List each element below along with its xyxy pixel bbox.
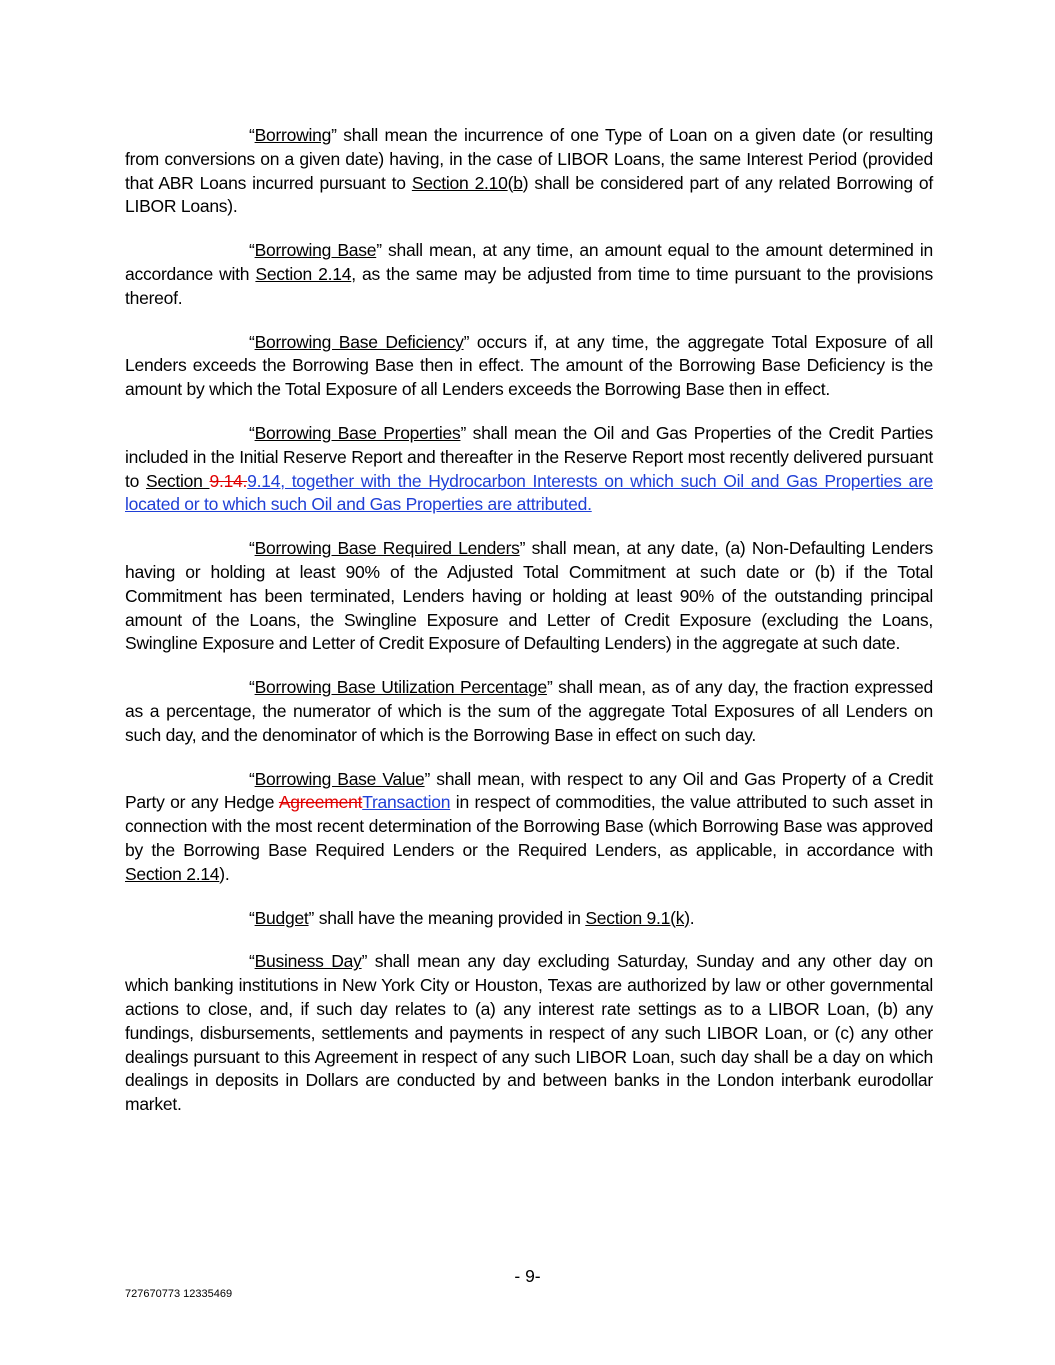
quote-close: ” bbox=[463, 331, 470, 352]
definition-borrowing-base-deficiency bbox=[125, 331, 933, 402]
inserted-text: Transaction bbox=[362, 792, 451, 813]
section-reference: Section 2.14 bbox=[255, 263, 352, 284]
paren: ) bbox=[522, 172, 529, 193]
definition-text: . bbox=[689, 907, 695, 928]
inserted-text: 9.14, together with the Hydrocarbon Interests on which such Oil and Gas Properties are located or to which such Oil and Gas Properties are attributed. bbox=[125, 470, 933, 515]
definition-text: ). bbox=[219, 863, 230, 884]
section-reference: Section bbox=[145, 470, 210, 491]
definition-borrowing-base bbox=[125, 239, 933, 310]
definition-budget bbox=[125, 907, 933, 931]
definition-borrowing bbox=[125, 124, 933, 219]
quote-close: ” bbox=[361, 951, 368, 972]
definition-text: shall mean, with respect to any Oil and Gas Property of a Credit Party or any Hedge bbox=[125, 768, 934, 813]
definition-text: shall be considered part of any related Borrowing of LIBOR Loans). bbox=[125, 172, 934, 217]
quote-close: ” bbox=[546, 677, 553, 698]
quote-open: “ bbox=[249, 125, 255, 145]
quote-close: ” bbox=[376, 240, 382, 261]
section-reference: Section 2.10 bbox=[411, 172, 508, 193]
quote-close: ” bbox=[308, 907, 315, 928]
defined-term: Borrowing Base Utilization Percentage bbox=[254, 677, 547, 698]
quote-open: “ bbox=[249, 240, 255, 261]
definition-text: shall mean, at any date, (a) Non-Defaulting Lenders having or holding at least 90% of the Adjusted Total Commitment at such date or (b) if the Total Commitment has been terminated, Lenders having or holding at least 90% of the outstanding principal amount of the Loans, the Swingline Exposure and Letter of Credit Exposure (excluding the Loans, Swingline Exposure and Letter of Credit Exposure of Defaulting Lenders) in the aggregate at such date. bbox=[125, 538, 933, 654]
definition-text: shall mean the incurrence of one Type of Loan on a given date (or resulting from conversions on a given date) having, in the case of LIBOR Loans, the same Interest Period (provided that ABR Loans incurred pursuant to bbox=[125, 125, 933, 193]
document-id: 727670773 12335469 bbox=[125, 1288, 233, 1300]
quote-close: ” bbox=[424, 768, 431, 789]
page-number: - 9- bbox=[514, 1266, 541, 1286]
section-reference: Section 2.14 bbox=[125, 863, 220, 884]
quote-open: “ bbox=[249, 677, 255, 698]
section-reference: Section 9.1(k) bbox=[585, 907, 690, 928]
definition-text: , as the same may be adjusted from time to time pursuant to the provisions thereof. bbox=[125, 263, 934, 308]
definition-business-day bbox=[125, 950, 933, 1117]
paren: ( bbox=[507, 172, 514, 193]
quote-close: ” bbox=[331, 125, 337, 145]
definition-borrowing-base-value bbox=[125, 768, 933, 887]
defined-term: Budget bbox=[254, 907, 309, 928]
quote-open: “ bbox=[249, 951, 255, 972]
defined-term: Borrowing Base Properties bbox=[254, 422, 461, 443]
quote-close: ” bbox=[460, 422, 467, 443]
defined-term: Borrowing Base Value bbox=[254, 768, 425, 789]
definitions-body bbox=[125, 124, 933, 1137]
subsection-reference: b bbox=[513, 172, 523, 193]
definition-text: in respect of commodities, the value attributed to such asset in connection with the most recent determination of the Borrowing Base (which Borrowing Base was approved by the Borrowing Base Required Lenders or the Required Lenders, as applicable, in accordance with bbox=[125, 792, 934, 860]
quote-open: “ bbox=[249, 331, 255, 352]
defined-term: Borrowing bbox=[254, 125, 332, 145]
definition-text: occurs if, at any time, the aggregate Total Exposure of all Lenders exceeds the Borrowing Base then in effect. The amount of the Borrowing Base Deficiency is the amount by which the Total Exposure of all Lenders exceeds the Borrowing Base then in effect. bbox=[125, 331, 934, 400]
quote-close: ” bbox=[519, 538, 526, 559]
quote-open: “ bbox=[249, 538, 255, 559]
definition-text: shall mean, as of any day, the fraction expressed as a percentage, the numerator of which is the sum of the aggregate Total Exposures of all Lenders on such day, and the denominator of which is the Borrowing Base in effect on such day. bbox=[125, 677, 933, 745]
quote-open: “ bbox=[249, 907, 255, 928]
defined-term: Borrowing Base bbox=[254, 240, 377, 261]
definition-text: shall mean the Oil and Gas Properties of the Credit Parties included in the Initial Reserve Report and thereafter in the Reserve Report most recently delivered pursuant to bbox=[125, 422, 933, 491]
definition-text: shall mean any day excluding Saturday, Sunday and any other day on which banking institutions in New York City or Houston, Texas are authorized by law or other governmental actions to close, and, if such day relates to (a) any interest rate settings as to a LIBOR Loan, (b) any fundings, disbursements, settlements and payments in respect of any such LIBOR Loan, or (c) any other dealings pursuant to this Agreement in respect of any such LIBOR Loan, such day shall be a day on which dealings in deposits in Dollars are conducted by and between banks in the London interbank eurodollar market. bbox=[125, 951, 933, 1115]
definition-text: shall have the meaning provided in bbox=[314, 907, 586, 928]
defined-term: Business Day bbox=[254, 951, 362, 972]
defined-term: Borrowing Base Required Lenders bbox=[254, 538, 520, 559]
definition-borrowing-base-utilization-percentage bbox=[125, 676, 933, 747]
quote-open: “ bbox=[249, 422, 255, 443]
definition-borrowing-base-properties bbox=[125, 422, 933, 517]
deleted-text: Agreement bbox=[278, 792, 363, 813]
definition-borrowing-base-required-lenders bbox=[125, 537, 933, 656]
deleted-text: 9.14. bbox=[209, 470, 248, 491]
defined-term: Borrowing Base Deficiency bbox=[254, 331, 464, 352]
quote-open: “ bbox=[249, 768, 255, 789]
definition-text: shall mean, at any time, an amount equal to the amount determined in accordance with bbox=[125, 240, 933, 284]
